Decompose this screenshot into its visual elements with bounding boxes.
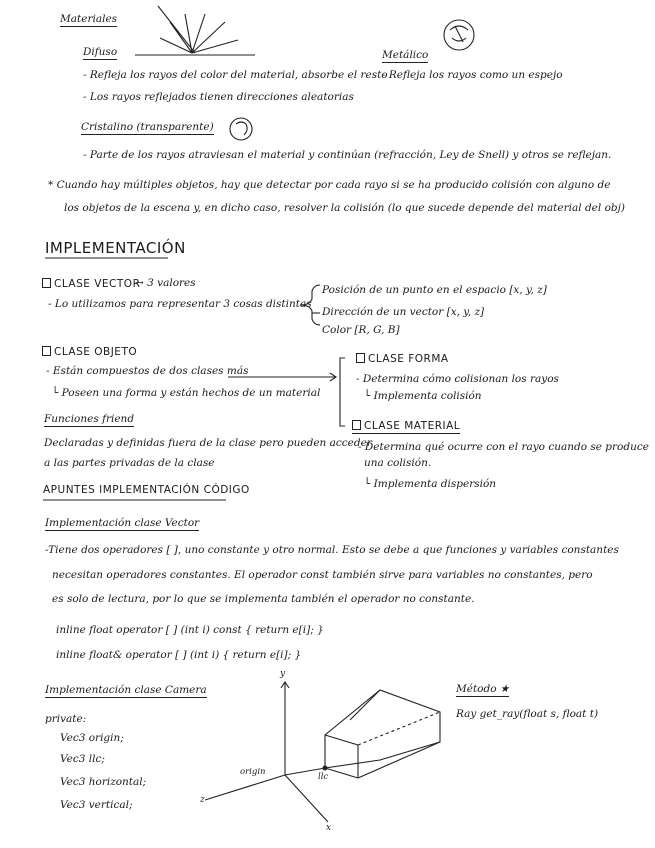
vector-impl-title: Implementación clase Vector — [45, 517, 200, 529]
origin-label: origin — [240, 767, 266, 777]
glass-line-1: - Parte de los rayos atraviesan el material y continúan (refracción, Ley de Snell) y otros se reflejan. — [83, 149, 612, 161]
friend-title: Funciones friend — [44, 413, 135, 425]
frustum-edge-1 — [350, 690, 380, 720]
metal-sphere-shading — [450, 26, 468, 42]
diffuse-line-2: - Los rayos reflejados tienen direcciones aleatorias — [83, 91, 354, 103]
implementation-heading: IMPLEMENTACIÓN — [45, 239, 186, 257]
checkbox-icon — [356, 353, 365, 363]
materials-heading: Materiales — [60, 13, 118, 25]
camera-impl-title: Implementación clase Camera — [45, 684, 207, 696]
x-axis — [285, 772, 329, 822]
material-line-1: - Determina qué ocurre con el rayo cuando se produce — [358, 441, 649, 453]
field-llc: Vec3 llc; — [60, 753, 105, 765]
note-line-2: los objetos de la escena y, en dicho caso, resolver la colisión (lo que sucede depende del material del obj) — [64, 202, 625, 214]
frustum-hidden-edge — [358, 712, 440, 745]
vector-item-color: Color [R, G, B] — [322, 324, 400, 336]
vector-para-1: -Tiene dos operadores [ ], uno constante y otro normal. Esto se debe a que funciones y variables constantes — [45, 544, 619, 556]
vector-para-3: es solo de lectura, por lo que se implementa también el operador no constante. — [52, 593, 475, 605]
object-line-2: └ Poseen una forma y están hechos de un material — [52, 387, 321, 399]
vector-class-title: CLASE VECTOR — [42, 278, 140, 290]
material-class-title: CLASE MATERIAL — [352, 420, 460, 434]
shape-line-2: └ Implementa colisión — [364, 390, 482, 402]
field-origin: Vec3 origin; — [60, 732, 124, 744]
friend-line-1: Declaradas y definidas fuera de la clase pero pueden acceder — [44, 437, 372, 449]
frustum-back — [325, 690, 440, 768]
frustum-edge-4 — [358, 742, 440, 778]
axis-y-label: y — [280, 669, 286, 679]
axis-z-label: z — [200, 795, 205, 805]
private-label: private: — [45, 713, 87, 725]
llc-point — [323, 766, 327, 770]
checkbox-icon — [42, 346, 51, 356]
glass-sphere-shading — [236, 122, 247, 135]
material-line-2: una colisión. — [364, 457, 432, 469]
object-class-title: CLASE OBJETO — [42, 346, 137, 358]
frustum-edge-2 — [325, 735, 358, 745]
checkbox-icon — [42, 278, 51, 288]
field-horizontal: Vec3 horizontal; — [60, 776, 147, 788]
method-title: Método ★ — [456, 683, 510, 695]
checkbox-icon — [352, 420, 361, 430]
diffuse-line-1: - Refleja los rayos del color del material, absorbe el resto — [83, 69, 388, 81]
material-line-3: └ Implementa dispersión — [364, 478, 497, 490]
z-axis — [205, 775, 285, 800]
shape-class-title: CLASE FORMA — [356, 353, 449, 365]
note-line-1: * Cuando hay múltiples objetos, hay que detectar por cada rayo si se ha producido colisión con alguno de — [48, 179, 611, 191]
glass-sphere-icon — [230, 118, 252, 140]
metal-title: Metálico — [382, 49, 429, 61]
diffuse-title: Difuso — [83, 46, 118, 58]
vector-item-direction: Dirección de un vector [x, y, z] — [322, 306, 485, 318]
frustum-edge-5 — [325, 768, 358, 778]
axis-x-label: x — [326, 823, 332, 833]
vector-use-line: - Lo utilizamos para representar 3 cosas distintas — [48, 298, 312, 310]
metal-line-1: - Refleja los rayos como un espejo — [382, 69, 563, 81]
vector-arrow-label: → 3 valores — [135, 277, 196, 289]
object-bracket — [340, 358, 345, 426]
vector-item-position: Posición de un punto en el espacio [x, y, z] — [322, 284, 547, 296]
object-line-1: - Están compuestos de dos clases más — [46, 365, 249, 377]
shape-line-1: - Determina cómo colisionan los rayos — [356, 373, 559, 385]
llc-label: llc — [318, 772, 329, 782]
glass-title: Cristalino (transparente) — [81, 121, 214, 133]
vector-para-2: necesitan operadores constantes. El operador const también sirve para variables no constantes, pero — [52, 569, 593, 581]
code-line-1: inline float operator [ ] (int i) const { return e[i]; } — [56, 624, 324, 636]
code-notes-heading: APUNTES IMPLEMENTACIÓN CÓDIGO — [43, 484, 250, 496]
method-signature: Ray get_ray(float s, float t) — [456, 708, 599, 720]
field-vertical: Vec3 vertical; — [60, 799, 133, 811]
friend-line-2: a las partes privadas de la clase — [44, 457, 215, 469]
code-line-2: inline float& operator [ ] (int i) { return e[i]; } — [56, 649, 302, 661]
